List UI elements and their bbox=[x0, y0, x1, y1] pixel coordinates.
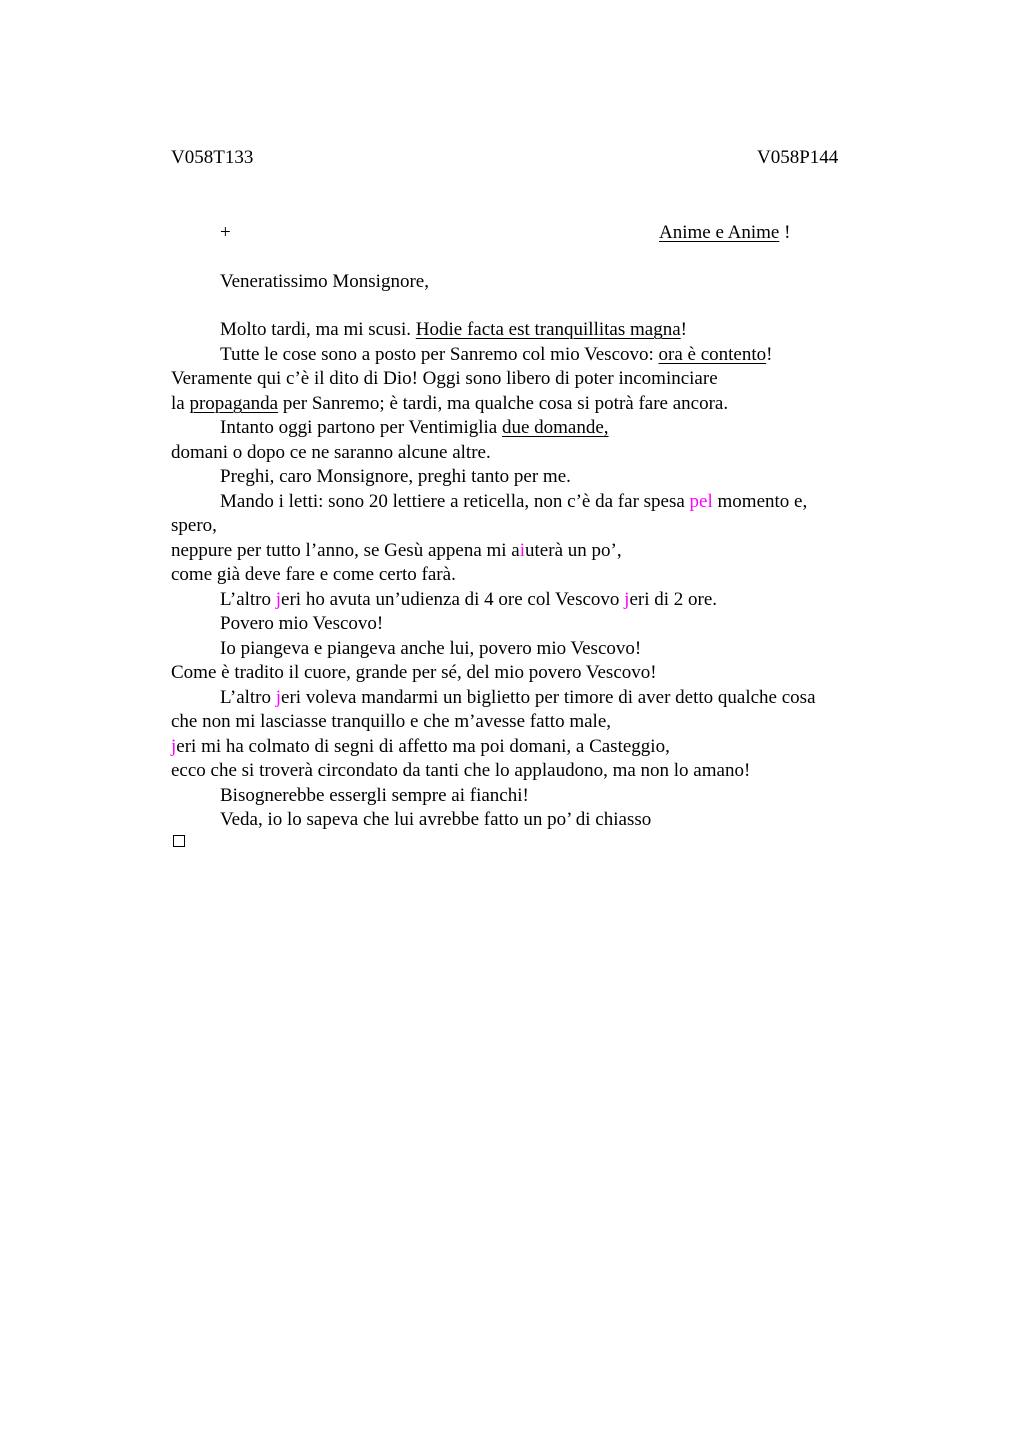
text-span: uterà un po’, bbox=[525, 540, 622, 561]
underlined-comma: , bbox=[603, 417, 609, 438]
underlined-phrase: Hodie facta est tranquillitas magna bbox=[415, 319, 681, 340]
highlighted-correction: j bbox=[275, 687, 282, 708]
text-line bbox=[220, 416, 609, 440]
highlighted-correction: pel bbox=[689, 491, 713, 512]
text-span: ! bbox=[680, 319, 687, 340]
text-span: Intanto oggi partono per Ventimiglia bbox=[220, 417, 502, 438]
text-span: eri voleva mandarmi un biglietto per timore di aver detto qualche cosa bbox=[281, 687, 816, 708]
text-line: Preghi, caro Monsignore, preghi tanto per me. bbox=[220, 466, 571, 487]
text-span: per Sanremo; è tardi, ma qualche cosa si potrà fare ancora. bbox=[278, 393, 729, 414]
text-line: Bisognerebbe essergli sempre ai fianchi! bbox=[220, 785, 529, 806]
text-span: Mando i letti: sono 20 lettiere a reticella, non c’è da far spesa bbox=[220, 491, 690, 512]
text-line: che non mi lasciasse tranquillo e che m’avesse fatto male, bbox=[171, 711, 612, 732]
text-line bbox=[220, 490, 807, 514]
text-span: eri ho avuta un’udienza di 4 ore col Vescovo bbox=[281, 589, 625, 610]
text-line bbox=[171, 392, 728, 416]
text-span: Molto tardi, ma mi scusi. bbox=[220, 319, 416, 340]
text-line bbox=[220, 588, 717, 612]
text-span: Tutte le cose sono a posto per Sanremo col mio Vescovo: bbox=[220, 344, 659, 365]
text-line: spero, bbox=[171, 515, 217, 536]
header-right-code: V058P144 bbox=[757, 147, 839, 168]
text-span: eri di 2 ore. bbox=[629, 589, 718, 610]
text-line bbox=[171, 735, 670, 759]
underlined-phrase: due domande bbox=[501, 417, 604, 438]
text-span: L’altro bbox=[220, 687, 276, 708]
text-line: Come è tradito il cuore, grande per sé, del mio povero Vescovo! bbox=[171, 662, 657, 683]
checkbox-square-icon bbox=[173, 835, 185, 847]
letter-title bbox=[659, 221, 790, 245]
text-line: Veramente qui c’è il dito di Dio! Oggi sono libero di poter incominciare bbox=[171, 368, 718, 389]
text-line bbox=[220, 686, 816, 710]
title-underlined: Anime e Anime bbox=[659, 222, 780, 243]
text-line bbox=[220, 343, 772, 367]
highlighted-correction: i bbox=[519, 540, 526, 561]
text-line: domani o dopo ce ne saranno alcune altre. bbox=[171, 442, 491, 463]
text-span: momento e, bbox=[712, 491, 808, 512]
text-line: Io piangeva e piangeva anche lui, povero mio Vescovo! bbox=[220, 638, 642, 659]
text-line bbox=[171, 539, 622, 563]
text-span: neppure per tutto l’anno, se Gesù appena mi a bbox=[171, 540, 520, 561]
cross-mark: + bbox=[220, 222, 231, 243]
text-span: la bbox=[171, 393, 190, 414]
text-line: Povero mio Vescovo! bbox=[220, 613, 384, 634]
underlined-phrase: ora è contento bbox=[658, 344, 767, 365]
highlighted-correction: j bbox=[624, 589, 630, 610]
salutation: Veneratissimo Monsignore, bbox=[220, 271, 429, 292]
header-left-code: V058T133 bbox=[171, 147, 254, 168]
text-span: L’altro bbox=[220, 589, 276, 610]
underlined-phrase: propaganda bbox=[189, 393, 279, 414]
text-span: ! bbox=[766, 344, 773, 365]
text-line: ecco che si troverà circondato da tanti che lo applaudono, ma non lo amano! bbox=[171, 760, 751, 781]
title-tail: ! bbox=[779, 222, 791, 243]
text-line bbox=[220, 318, 687, 342]
text-span: eri mi ha colmato di segni di affetto ma poi domani, a Casteggio, bbox=[176, 736, 670, 757]
text-line: Veda, io lo sapeva che lui avrebbe fatto un po’ di chiasso bbox=[220, 809, 652, 830]
highlighted-correction: j bbox=[171, 736, 177, 757]
highlighted-correction: j bbox=[275, 589, 282, 610]
text-line: come già deve fare e come certo farà. bbox=[171, 564, 456, 585]
